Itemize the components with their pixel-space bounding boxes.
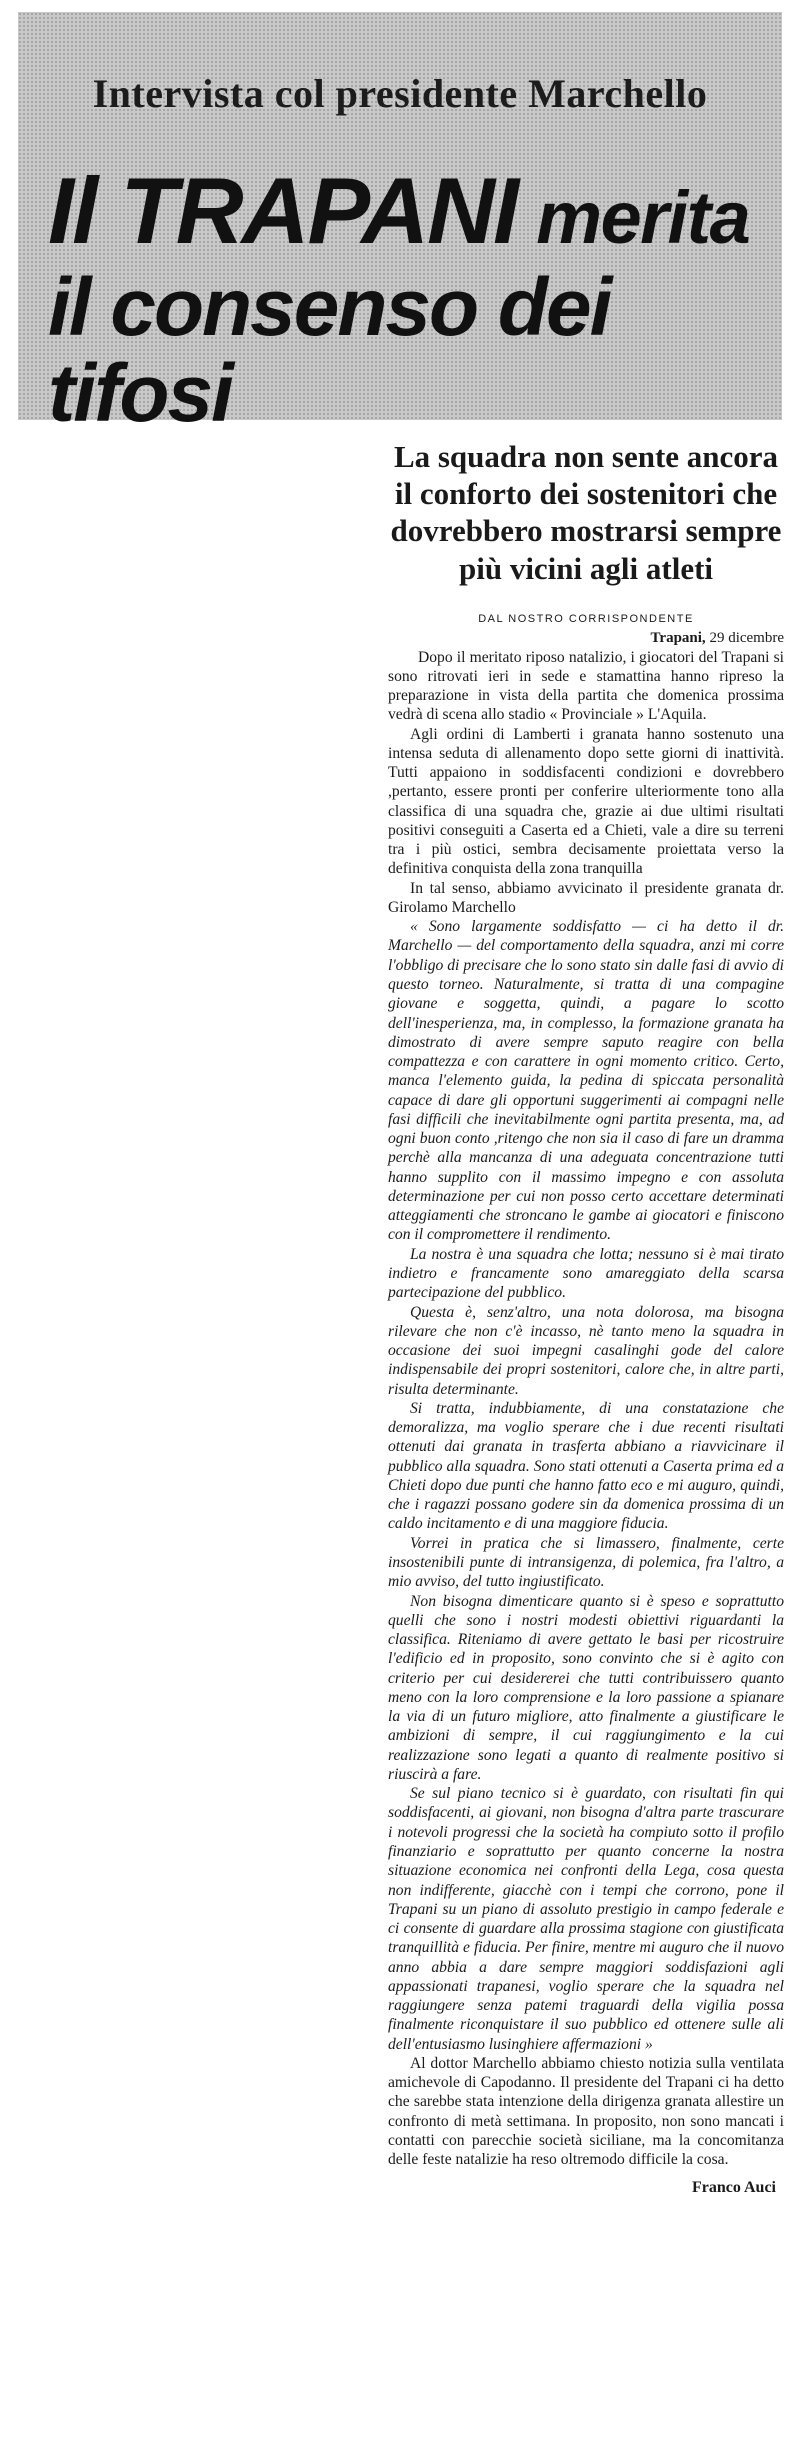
article-subhead: La squadra non sente ancora il conforto dei sostenitori che dovrebbero mostrarsi sempre più vicini agli atleti — [390, 439, 782, 586]
article-body — [388, 648, 784, 2170]
author-signature: Franco Auci — [692, 2179, 776, 2197]
headline-banner — [18, 12, 782, 439]
quote-paragraph: Questa è, senz'altro, una nota dolorosa, ma bisogna rilevare che non c'è incasso, nè tanto meno la squadra in occasione dei suoi impegni casalinghi gode del calore indispensabile dei propri sostenitori, calore che, in altre parti, risulta determinante. — [388, 1303, 784, 1398]
paragraph: In tal senso, abbiamo avvicinato il presidente granata dr. Girolamo Marchello — [388, 879, 784, 916]
quote-paragraph: La nostra è una squadra che lotta; nessuno si è mai tirato indietro e francamente sono amareggiato della scarsa partecipazione del pubblico. — [388, 1245, 784, 1302]
article-column — [388, 438, 784, 2197]
dateline — [388, 629, 784, 648]
paragraph: Dopo il meritato riposo natalizio, i giocatori del Trapani si sono ritrovati ieri in sede e stamattina hanno ripreso la preparazione in vista della partita che domenica prossima vedrà di scena allo stadio « Provinciale » L'Aquila. — [388, 648, 784, 724]
paragraph: Agli ordini di Lamberti i granata hanno sostenuto una intensa seduta di allenamento dopo sette giorni di inattività. Tutti appaiono in soddisfacenti condizioni e dovrebbero ,pertanto, essere pronti per conferire ulteriormente tono alla classifica di una squadra che, grazie ai due ultimi risultati positivi conseguiti a Caserta ed a Chieti, vale a dire su terreni tra i più ostici, sembra decisamente proiettata verso la definitiva conquista della zona tranquilla — [388, 725, 784, 878]
dateline-date: 29 dicembre — [705, 629, 784, 646]
kicker-title: Intervista col presidente Marchello — [92, 71, 708, 116]
paragraph: Al dottor Marchello abbiamo chiesto notizia sulla ventilata amichevole di Capodanno. Il presidente del Trapani ci ha detto che sarebbe stata intenzione della dirigenza granata allestire un confronto di metà settimana. In proposito, non sono mancati i contatti con parecchie società siciliane, ma la concomitanza delle feste natalizie ha reso oltremodo difficile la cosa. — [388, 2054, 784, 2169]
headline-part-2: merita — [517, 176, 750, 259]
quote-paragraph: Si tratta, indubbiamente, di una constatazione che demoralizza, ma voglio sperare che i due recenti risultati ottenuti dai granata in trasferta abbiano a riavvicinare il pubblico alla squadra. Sono stati ottenuti a Caserta prima ed a Chieti dopo due punti che hanno fatto eco e mi auguro, quindi, che i ragazzi possano godere sin da domenica prossima di un caldo incitamento e di una maggiore fiducia. — [388, 1399, 784, 1533]
quote-paragraph: « Sono largamente soddisfatto — ci ha detto il dr. Marchello — del comportamento della squadra, anzi mi corre l'obbligo di precisare che lo sono stato sin dalle fasi di avvio di questo torneo. Naturalmente, si tratta di una compagine giovane e soggetta, quindi, a pagare lo scotto dell'inesperienza, ma, in complesso, la formazione granata ha dimostrato di avere sempre saputo reagire con bella compattezza e con carattere in ogni momento critico. Certo, manca l'elemento guida, la pedina di spiccata personalità capace di dare gli opportuni suggerimenti ai compagni nelle fasi difficili che inevitabilmente ogni partita presenta, ma, ad ogni buon conto ,ritengo che non sia il caso di fare un dramma perchè alla mancanza di una adeguata concentrazione tutti hanno supplito con il massimo impegno e con assoluta determinazione per cui non posso certo accettare determinati atteggiamenti che stroncano le gambe ai giocatori e finiscono con il compromettere il rendimento. — [388, 918, 784, 1244]
byline: DAL NOSTRO CORRISPONDENTE — [478, 612, 694, 625]
main-headline — [48, 158, 768, 439]
quote-paragraph: Se sul piano tecnico si è guardato, con risultati fin qui soddisfacenti, ai giovani, non bisogna d'altra parte trascurare i notevoli progressi che la società ha compiuto sotto il profilo finanziario e soprattutto per quanto concerne la nostra situazione economica nei confronti della Lega, cosa questa non indifferente, giacchè con i tempi che corrono, pone il Trapani su un piano di assoluto prestigio in campo federale e ci consente di guardare alla prossima stagione con giustificata tranquillità e fiducia. Per finire, mentre mi auguro che il nuovo anno abbia a dare sempre maggiori soddisfazioni agli appassionati trapanesi, voglio sperare che la squadra nel raggiungere senza patemi traguardi della vigilia possa finalmente riconquistare il suo pubblico ed ottenere sulle ali dell'entusiasmo lusinghiere affermazioni » — [388, 1785, 784, 2053]
headline-part-1: Il TRAPANI — [48, 158, 518, 263]
dateline-place: Trapani, — [650, 629, 706, 646]
quote-paragraph: Vorrei in pratica che si limassero, finalmente, certe insostenibili punte di intransigenza, di polemica, fra l'altro, a mio avviso, del tutto ingiustificato. — [388, 1534, 784, 1591]
quote-paragraph: Non bisogna dimenticare quanto si è speso e soprattutto quelli che sono i nostri modesti obiettivi riguardanti la classifica. Riteniamo di avere gettato le basi per ricostruire l'edificio ed in proposito, sono convinto che si è agito con criterio per cui desidererei che tutti contribuissero quanto meno con la loro comprensione e la loro passione a spianare la via di un futuro migliore, atto finalmente a giustificare le ambizioni di sempre, il cui raggiungimento e la cui realizzazione sono legati a quanto di realmente positivo si riuscirà a fare. — [388, 1592, 784, 1783]
headline-line-2: il consenso dei tifosi — [48, 261, 611, 439]
